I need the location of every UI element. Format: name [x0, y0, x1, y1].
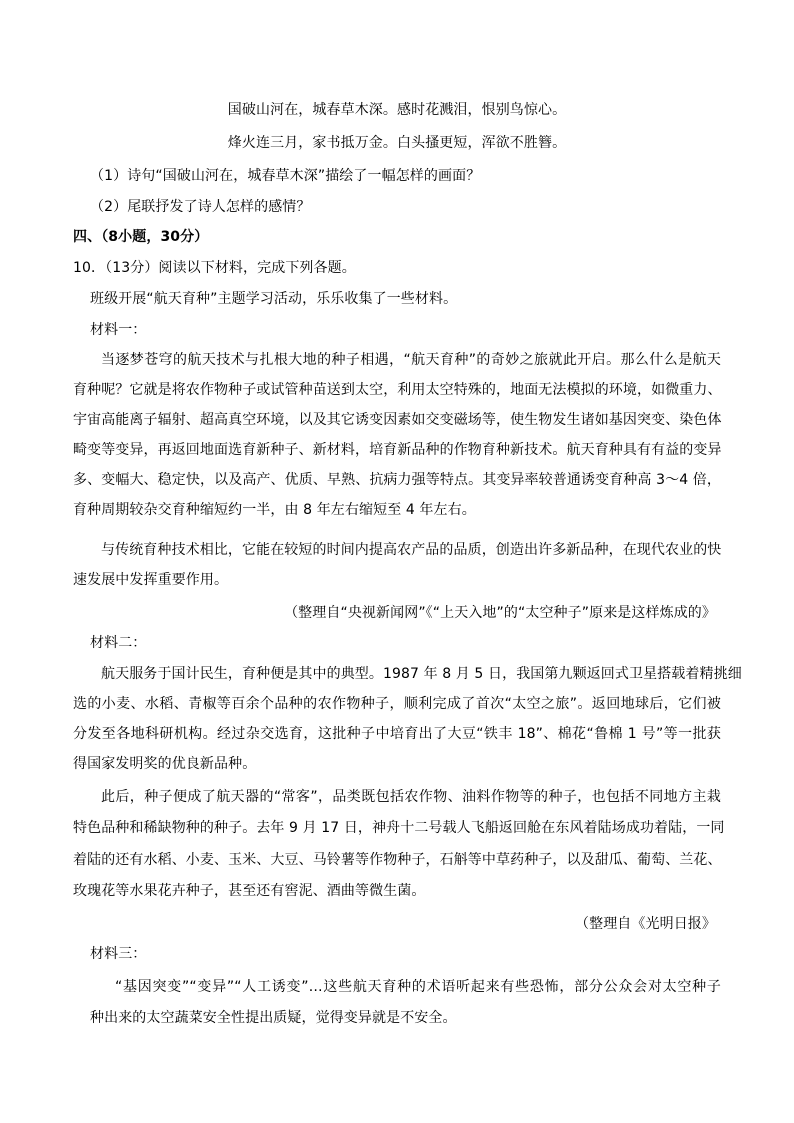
poem-line-1: 国破山河在，城春草木深。感时花溅泪，恨别鸟惊心。 [227, 102, 567, 118]
material-2-line: 玫瑰花等水果花卉种子，甚至还有窖泥、酒曲等微生菌。 [73, 883, 426, 899]
material-1-line: 速发展中发挥重要作用。 [73, 572, 229, 588]
material-2-line: 航天服务于国计民生，育种便是其中的典型。1987 年 8 月 5 日，我国第九颗返回式卫星搭载着精挑细 [101, 666, 742, 682]
poem-line-2: 烽火连三月，家书抵万金。白头搔更短，浑欲不胜簪。 [227, 135, 567, 151]
material-2-source: （整理自《光明日报》 [575, 916, 716, 932]
material-1-line: 畸变等变异，再返回地面选育新种子、新材料，培育新品种的作物育种新技术。航天育种具有有益的变异 [73, 442, 722, 458]
material-1-label: 材料一： [90, 322, 147, 338]
material-2-label: 材料二： [90, 635, 147, 651]
material-1-source: （整理自“央视新闻网”《“上天入地”的“太空种子”原来是这样炼成的》 [284, 605, 716, 621]
material-1-line: 多、变幅大、稳定快，以及高产、优质、早熟、抗病力强等特点。其变异率较普通诱变育种高 3～4 倍， [73, 472, 721, 488]
material-2-line: 选的小麦、水稻、青椒等百余个品种的农作物种子，顺利完成了首次“太空之旅”。返回地球后，它们被 [73, 696, 721, 712]
material-3-line: 种出来的太空蔬菜安全性提出质疑，觉得变异就是不安全。 [90, 1010, 457, 1026]
section-heading: 四、（8小题，30分） [73, 229, 209, 245]
material-1-line: 宇宙高能离子辐射、超高真空环境，以及其它诱变因素如交变磁场等，使生物发生诸如基因突变、染色体 [73, 412, 722, 428]
material-3-label: 材料三： [90, 946, 147, 962]
question-10-intro: 班级开展“航天育种”主题学习活动，乐乐收集了一些材料。 [90, 291, 458, 307]
question-9-1: （1）诗句“国破山河在，城春草木深”描绘了一幅怎样的画面？ [90, 168, 481, 184]
material-2-line: 得国家发明奖的优良新品种。 [73, 756, 257, 772]
material-1-line: 育种周期较杂交育种缩短约一半，由 8 年左右缩短至 4 年左右。 [73, 502, 476, 518]
material-2-line: 此后，种子便成了航天器的“常客”，品类既包括农作物、油料作物等的种子，也包括不同地方主栽 [101, 789, 721, 805]
material-2-line: 分发至各地科研机构。经过杂交选育，这批种子中培育出了大豆“铁丰 18”、棉花“鲁棉 1 号”等一批获 [73, 726, 721, 742]
material-3-line: “基因突变”“变异”“人工诱变”…这些航天育种的术语听起来有些恐怖，部分公众会对太空种子 [115, 979, 721, 995]
material-2-line: 特色品种和稀缺物种的种子。去年 9 月 17 日，神舟十二号载人飞船返回舱在东风着陆场成功着陆，一同 [73, 820, 725, 836]
question-9-2: （2）尾联抒发了诗人怎样的感情？ [90, 199, 311, 215]
material-1-line: 与传统育种技术相比，它能在较短的时间内提高农产品的品质，创造出许多新品种，在现代农业的快 [101, 542, 722, 558]
material-1-line: 当逐梦苍穹的航天技术与扎根大地的种子相遇，“航天育种”的奇妙之旅就此开启。那么什么是航天 [101, 352, 721, 368]
material-2-line: 着陆的还有水稻、小麦、玉米、大豆、马铃薯等作物种子，石斛等中草药种子，以及甜瓜、葡萄、兰花、 [73, 852, 722, 868]
material-1-line: 育种呢？它就是将农作物种子或试管种苗送到太空，利用太空特殊的，地面无法模拟的环境，如微重力、 [73, 382, 722, 398]
question-10-stem: 10．（13分）阅读以下材料，完成下列各题。 [73, 260, 356, 276]
